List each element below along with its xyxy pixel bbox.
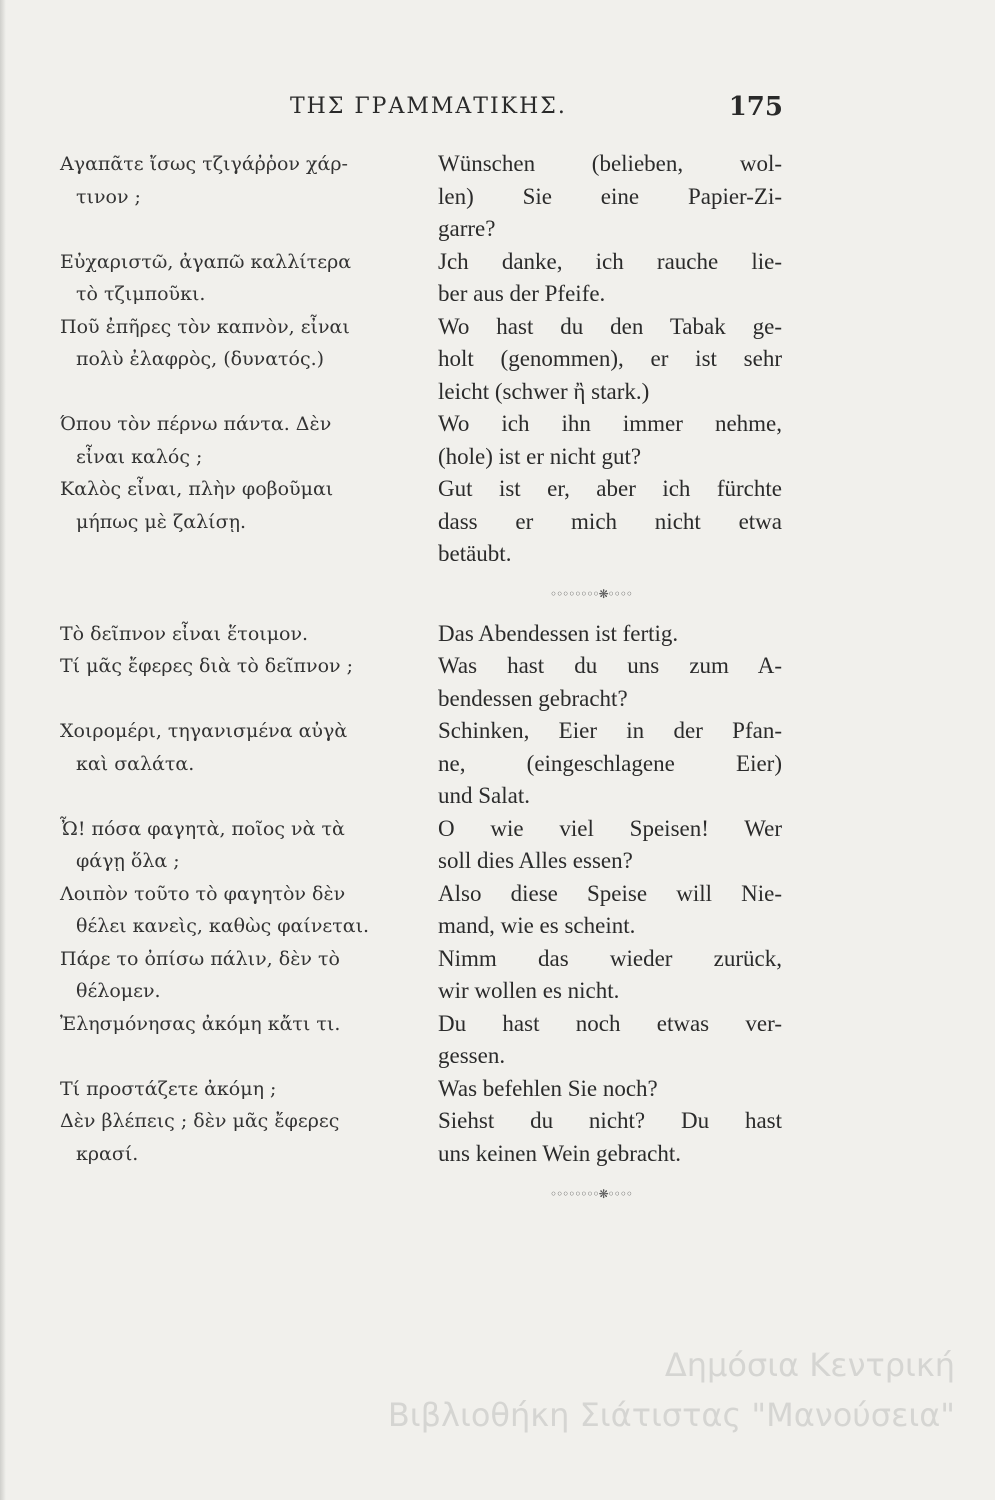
dialogue-entry: [60, 715, 782, 813]
german-line: wir wollen es nicht.: [438, 978, 620, 1003]
german-line: Das Abendessen ist fertig.: [438, 620, 679, 646]
greek-phrase: [60, 943, 428, 1008]
german-translation: [438, 1008, 782, 1073]
german-translation: [438, 878, 782, 943]
german-line: Was befehlen Sie noch?: [438, 1075, 658, 1101]
watermark-line-1: Δημόσια Κεντρική: [664, 1346, 955, 1384]
german-line: ber aus der Pfeife.: [438, 281, 606, 306]
greek-line: Λοιπὸν τοῦτο τὸ φαγητὸν δὲν: [60, 882, 346, 905]
greek-phrase: [60, 1073, 428, 1106]
german-line: Wo ich ihn immer nehme,: [438, 411, 782, 436]
german-translation: [438, 943, 782, 1008]
greek-line: Ἐλησμόνησας ἀκόμη κἄτι τι.: [60, 1012, 341, 1035]
german-line: Nimm das wieder zurück,: [438, 945, 782, 971]
german-line: Jch danke, ich rauche lie-: [438, 248, 782, 274]
german-line: Wo hast du den Tabak ge-: [438, 313, 782, 339]
german-translation: [438, 246, 782, 311]
german-line: uns keinen Wein gebracht.: [438, 1140, 681, 1166]
greek-line: Αγαπᾶτε ἴσως τζιγάῤῥον χάρ-: [60, 153, 348, 175]
dialogue-entry: [60, 618, 782, 651]
dialogue-entry: [60, 1073, 782, 1106]
greek-line: Πάρε το ὀπίσω πάλιν, δὲν τὸ: [60, 947, 340, 970]
greek-phrase: [60, 1008, 428, 1041]
greek-line: εἶναι καλός ;: [76, 445, 203, 468]
greek-line: Ὦ! πόσα φαγητὰ, ποῖος νὰ τὰ: [60, 817, 345, 840]
greek-line: Χοιρομέρι, τηγανισμένα αὐγὰ: [60, 720, 348, 742]
greek-line: μήπως μὲ ζαλίσῃ.: [76, 510, 246, 533]
greek-line: Όπου τὸν πέρνω πάντα. Δὲν: [60, 413, 332, 435]
dialogue-entry: [60, 148, 782, 246]
german-line: dass er mich nicht etwa: [438, 508, 782, 534]
greek-line: Τί προστάζετε ἀκόμη ;: [60, 1077, 277, 1100]
greek-line: Ποῦ ἐπῆρες τὸν καπνὸν, εἶναι: [60, 315, 350, 338]
divider-ornament: ◦◦◦◦◦◦◦◦❋◦◦◦◦: [550, 587, 632, 601]
german-line: (hole) ist er nicht gut?: [438, 443, 642, 469]
german-line: garre?: [438, 216, 496, 241]
greek-phrase: [60, 813, 428, 878]
german-translation: [438, 408, 782, 473]
german-translation: [438, 148, 782, 246]
greek-line: Τί μᾶς ἔφερες διὰ τὸ δεῖπνον ;: [60, 655, 354, 677]
greek-line: Τὸ δεῖπνον εἶναι ἕτοιμον.: [60, 622, 309, 645]
german-line: Also diese Speise will Nie-: [438, 880, 782, 906]
dialogue-entry: [60, 943, 782, 1008]
german-line: Wünschen (belieben, wol-: [438, 151, 782, 176]
greek-line: θέλει κανεὶς, καθὼς φαίνεται.: [76, 915, 370, 937]
divider-ornament-end: ◦◦◦◦◦◦◦◦❋◦◦◦◦: [550, 1186, 632, 1201]
german-line: len) Sie eine Papier-Zi-: [438, 183, 782, 209]
greek-line: τὸ τζιμποῦκι.: [76, 283, 206, 305]
german-line: und Salat.: [438, 783, 530, 808]
greek-line: θέλομεν.: [76, 980, 161, 1002]
german-line: Du hast noch etwas ver-: [438, 1010, 782, 1036]
running-title: ΤΗΣ ΓΡΑΜΜΑΤΙΚΗΣ.: [290, 94, 567, 119]
body-text: [60, 148, 782, 1217]
german-translation: [438, 650, 782, 715]
dialogue-entry: [60, 246, 782, 311]
dialogue-entry: [60, 473, 782, 571]
german-line: gessen.: [438, 1043, 506, 1068]
greek-phrase: [60, 650, 428, 683]
german-line: Gut ist er, aber ich fürchte: [438, 476, 782, 501]
german-translation: [438, 473, 782, 571]
german-line: betäubt.: [438, 541, 512, 566]
dialogue-section-tobacco: [60, 148, 782, 571]
greek-phrase: [60, 246, 428, 311]
german-translation: [438, 1105, 782, 1170]
dialogue-entry: [60, 1008, 782, 1073]
dialogue-entry: [60, 1105, 782, 1170]
german-translation: [438, 311, 782, 409]
greek-line: κρασί.: [76, 1142, 139, 1165]
german-translation: [438, 1073, 782, 1106]
dialogue-entry: [60, 878, 782, 943]
watermark-line-2: Βιβλιοθήκη Σιάτιστας "Μανούσεια": [387, 1396, 955, 1434]
greek-phrase: [60, 618, 428, 651]
greek-line: φάγῃ ὅλα ;: [76, 850, 180, 872]
german-line: Schinken, Eier in der Pfan-: [438, 718, 782, 743]
dialogue-entry: [60, 813, 782, 878]
german-line: bendessen gebracht?: [438, 685, 628, 711]
greek-line: καὶ σαλάτα.: [76, 752, 195, 775]
german-line: O wie viel Speisen! Wer: [438, 815, 782, 841]
greek-phrase: [60, 311, 428, 376]
greek-phrase: [60, 1105, 428, 1170]
dialogue-entry: [60, 408, 782, 473]
page-edge: [0, 0, 6, 1500]
greek-phrase: [60, 715, 428, 780]
greek-phrase: [60, 878, 428, 943]
section-divider: [60, 571, 782, 618]
greek-phrase: [60, 408, 428, 473]
german-line: leicht (schwer ἢ stark.): [438, 378, 650, 404]
german-line: soll dies Alles essen?: [438, 848, 633, 873]
library-watermark: [230, 1340, 955, 1440]
german-line: Siehst du nicht? Du hast: [438, 1108, 782, 1133]
section-divider-end: [60, 1170, 782, 1217]
page-header: [60, 92, 783, 132]
german-line: Was hast du uns zum A-: [438, 653, 782, 678]
greek-phrase: [60, 473, 428, 538]
greek-phrase: [60, 148, 428, 213]
page-number: 175: [728, 92, 783, 122]
german-translation: [438, 715, 782, 813]
greek-line: πολὺ ἐλαφρὸς, (δυνατός.): [76, 348, 325, 370]
greek-line: Δὲν βλέπεις ; δὲν μᾶς ἔφερες: [60, 1110, 340, 1132]
dialogue-entry: [60, 650, 782, 715]
german-line: mand, wie es scheint.: [438, 913, 636, 938]
dialogue-entry: [60, 311, 782, 409]
greek-line: Εὐχαριστῶ, ἀγαπῶ καλλίτερα: [60, 250, 352, 273]
german-translation: [438, 618, 782, 651]
dialogue-section-dinner: [60, 618, 782, 1171]
german-translation: [438, 813, 782, 878]
greek-line: τινον ;: [76, 185, 141, 208]
german-line: holt (genommen), er ist sehr: [438, 346, 782, 371]
german-line: ne, (eingeschlagene Eier): [438, 750, 782, 776]
greek-line: Καλὸς εἶναι, πλὴν φοβοῦμαι: [60, 478, 334, 500]
